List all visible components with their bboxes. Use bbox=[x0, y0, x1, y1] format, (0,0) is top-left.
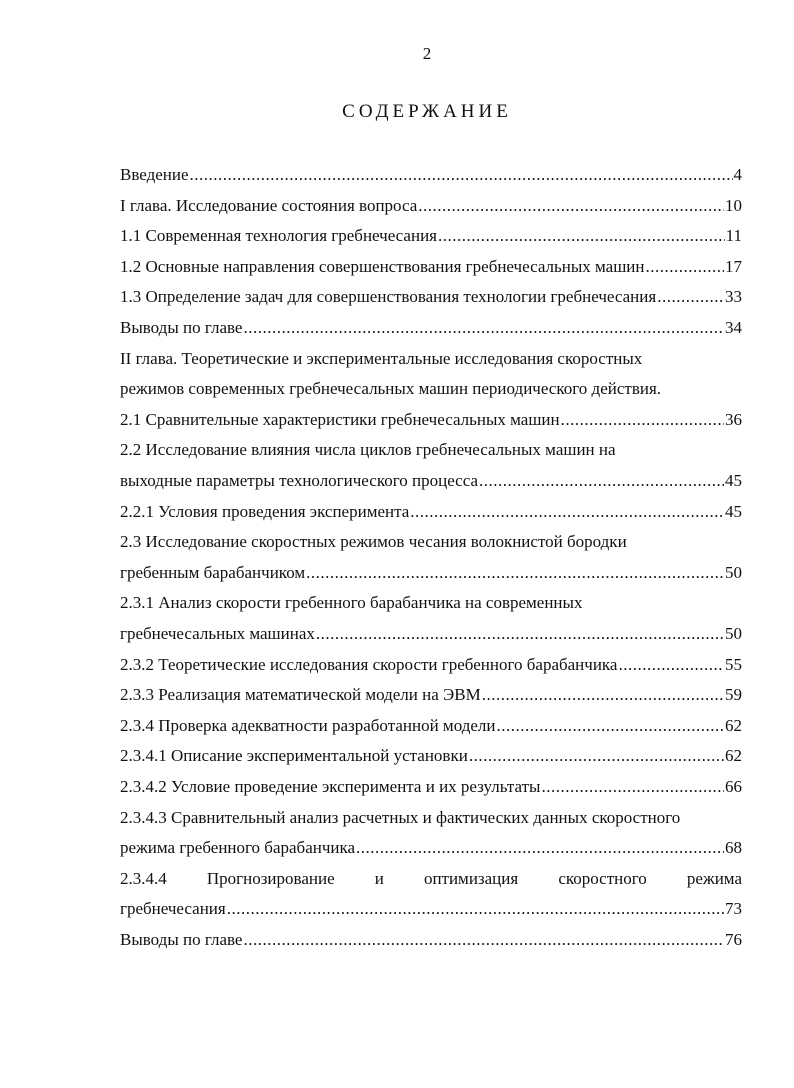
toc-entry-page: 50 bbox=[725, 562, 742, 582]
toc-entry bbox=[120, 313, 742, 343]
toc-entry-line: 2.3.1 Анализ скорости гребенного барабанчика на современных bbox=[120, 593, 583, 613]
toc-entry-title: режима гребенного барабанчика bbox=[120, 838, 356, 858]
toc-entry bbox=[120, 405, 742, 435]
toc-leader-dots bbox=[356, 833, 724, 863]
toc-leader-dots bbox=[410, 497, 724, 527]
toc-entry bbox=[120, 497, 742, 527]
toc-entry bbox=[120, 894, 742, 924]
toc-entry-page: 34 bbox=[725, 318, 742, 337]
toc-entry bbox=[120, 191, 742, 221]
toc-leader-dots bbox=[469, 741, 724, 771]
toc-entry bbox=[120, 619, 742, 649]
toc-entry bbox=[120, 466, 742, 496]
toc-entry-page: 62 bbox=[725, 715, 742, 735]
toc-leader-dots bbox=[306, 558, 724, 588]
toc-word: 2.3.4.4 bbox=[120, 868, 167, 888]
toc-entry-page: 36 bbox=[725, 409, 742, 429]
toc-title: СОДЕРЖАНИЕ bbox=[342, 101, 512, 122]
toc-entry-title: Выводы по главе bbox=[120, 930, 243, 949]
toc-leader-dots bbox=[227, 894, 724, 924]
toc-entry-page: 45 bbox=[725, 501, 742, 521]
toc-entry bbox=[120, 558, 742, 588]
toc-leader-dots bbox=[496, 711, 724, 741]
toc-entry bbox=[120, 282, 742, 312]
toc-entry-title: Выводы по главе bbox=[120, 318, 243, 337]
toc-entry-page: 11 bbox=[725, 226, 742, 246]
toc-entry-page: 76 bbox=[725, 930, 742, 949]
toc-leader-dots bbox=[479, 466, 724, 496]
toc-entry-title: гребнечесальных машинах bbox=[120, 624, 315, 643]
toc-word: скоростного bbox=[558, 868, 647, 888]
toc-entry-title: 2.1 Сравнительные характеристики гребнечесальных машин bbox=[120, 409, 560, 429]
toc-entry bbox=[120, 711, 742, 741]
toc-entry-title: гребенным барабанчиком bbox=[120, 562, 306, 582]
toc-entry bbox=[120, 833, 742, 863]
toc-entry-title: выходные параметры технологического процесса bbox=[120, 471, 479, 490]
page-number: 2 bbox=[422, 44, 432, 63]
toc-entry bbox=[120, 650, 742, 680]
toc-leader-dots bbox=[190, 160, 733, 190]
toc-leader-dots bbox=[657, 282, 724, 312]
toc-entry-line: II глава. Теоретические и экспериментальные исследования скоростных bbox=[120, 348, 643, 368]
toc-entry-page: 73 bbox=[725, 899, 742, 919]
toc-leader-dots bbox=[243, 925, 724, 955]
toc-entry-page: 33 bbox=[725, 287, 742, 307]
toc-word: оптимизация bbox=[423, 868, 519, 888]
toc-entry-title: 2.3.3 Реализация математической модели на ЭВМ bbox=[120, 685, 481, 705]
toc-entry-page: 17 bbox=[725, 256, 742, 276]
toc-leader-dots bbox=[316, 619, 724, 649]
toc-entry-page: 62 bbox=[725, 746, 742, 766]
toc-leader-dots bbox=[438, 221, 725, 251]
toc-entry-line: режимов современных гребнечесальных машин периодического действия. bbox=[120, 379, 662, 399]
toc-entry-title: 2.3.4.1 Описание экспериментальной установки bbox=[120, 746, 468, 766]
toc-word: Прогнозирование bbox=[206, 868, 335, 888]
toc-entry-title: гребнечесания bbox=[120, 899, 226, 919]
toc-entry bbox=[120, 160, 742, 190]
toc-leader-dots bbox=[561, 405, 724, 435]
toc-entry-title: 1.3 Определение задач для совершенствования технологии гребнечесания bbox=[120, 287, 657, 307]
toc-word: режима bbox=[686, 868, 742, 888]
toc-leader-dots bbox=[646, 252, 724, 282]
toc-leader-dots bbox=[482, 680, 724, 710]
toc-entry-title: I глава. Исследование состояния вопроса bbox=[120, 195, 418, 215]
toc-entry-line: 2.2 Исследование влияния числа циклов гребнечесальных машин на bbox=[120, 440, 616, 460]
toc-entry-title: 2.3.4.2 Условие проведение эксперимента и их результаты bbox=[120, 777, 541, 796]
toc-entry-page: 10 bbox=[725, 195, 742, 215]
toc-entry-line: 2.3.4.3 Сравнительный анализ расчетных и фактических данных скоростного bbox=[120, 807, 681, 827]
toc-leader-dots bbox=[418, 191, 724, 221]
toc-entry-page: 45 bbox=[725, 471, 742, 490]
toc-entry-title: 2.3.4 Проверка адекватности разработанной модели bbox=[120, 715, 496, 735]
toc-leader-dots bbox=[618, 650, 724, 680]
toc-entry-line: 2.3 Исследование скоростных режимов чесания волокнистой бородки bbox=[120, 532, 627, 552]
toc-entry-title: 2.2.1 Условия проведения эксперимента bbox=[120, 501, 410, 521]
toc-entry-title: 1.2 Основные направления совершенствования гребнечесальных машин bbox=[120, 256, 645, 276]
toc-entry bbox=[120, 772, 742, 802]
toc-entry-title: 1.1 Современная технология гребнечесания bbox=[120, 226, 437, 246]
toc-entry-title: 2.3.2 Теоретические исследования скорости гребенного барабанчика bbox=[120, 654, 618, 674]
toc-entry-page: 66 bbox=[725, 777, 742, 796]
toc-entry-title: Введение bbox=[120, 165, 189, 184]
toc-entry-line bbox=[120, 864, 742, 894]
toc-leader-dots bbox=[541, 772, 724, 802]
toc-entry-page: 55 bbox=[725, 654, 742, 674]
toc-entry bbox=[120, 925, 742, 955]
toc-word: и bbox=[374, 868, 384, 888]
toc-entry-page: 59 bbox=[725, 685, 742, 705]
toc-entry-page: 68 bbox=[725, 838, 742, 858]
toc-entry-page: 4 bbox=[733, 165, 742, 184]
toc-entry bbox=[120, 252, 742, 282]
toc-entry bbox=[120, 680, 742, 710]
toc-entry bbox=[120, 221, 742, 251]
toc-leader-dots bbox=[243, 313, 724, 343]
toc-entry bbox=[120, 741, 742, 771]
toc-entry-page: 50 bbox=[725, 624, 742, 643]
